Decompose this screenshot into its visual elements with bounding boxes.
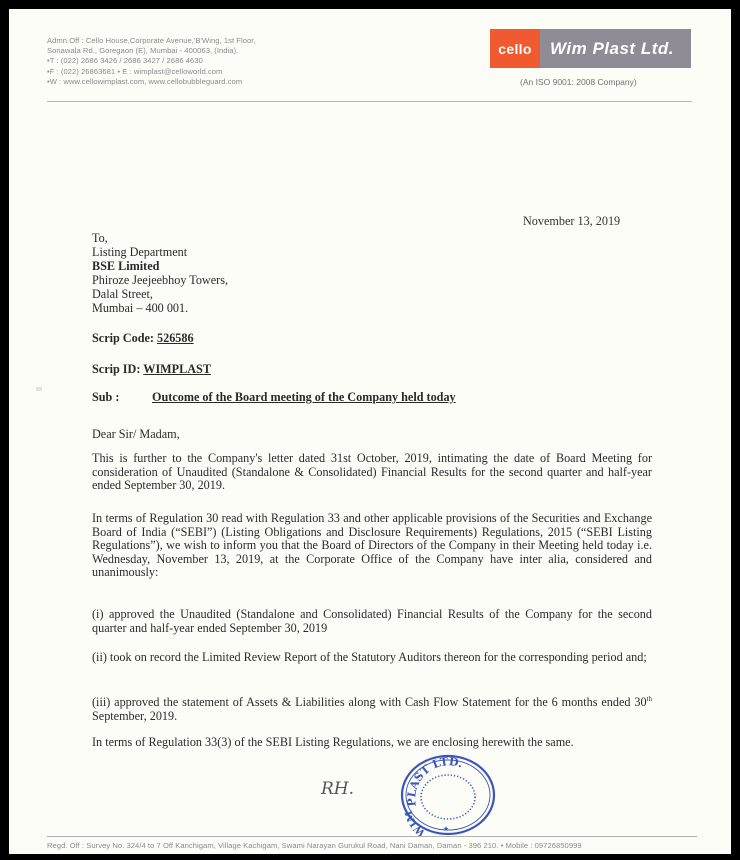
scrip-id-label: Scrip ID:	[92, 362, 144, 376]
letter-date: November 13, 2019	[523, 214, 621, 228]
registered-office-footer: Regd. Off : Survey No. 324/4 to 7 Off Kanchigam, Village Kachigam, Swami Narayan Gurukul Road, Nani Daman, Daman - 396 210. • Mobile : 09726850999	[47, 841, 582, 850]
stamp-left-text: WIM	[403, 809, 428, 836]
resolution-item-1: (i) approved the Unaudited (Standalone and Consolidated) Financial Results of the Company for the second quarter and half-year ended September 30, 2019	[92, 607, 652, 635]
letter-page	[9, 9, 731, 854]
address-line: Mumbai – 400 001.	[92, 301, 189, 315]
paragraph-intro: This is further to the Company's letter dated 31st October, 2019, intimating the date of Board Meeting for consideration of Unaudited (Standalone & Consolidated) Financial Results for the second quarter and half-year ended September 30, 2019.	[92, 451, 652, 493]
company-name: Wim Plast Ltd.	[540, 29, 691, 68]
item-3-text-end: September, 2019.	[92, 708, 178, 723]
fax-email-line: •F : (022) 26863681 • E : wimplast@celloworld.com	[47, 66, 223, 76]
stamp-top-text: PLAST LTD.	[405, 755, 465, 807]
svg-text:★: ★	[442, 825, 450, 833]
header-divider	[47, 101, 692, 102]
company-stamp-icon	[396, 754, 496, 836]
address-line: Phiroze Jeejeebhoy Towers,	[92, 273, 228, 287]
scan-artifact	[36, 387, 42, 391]
admin-line: Sonawala Rd., Goregaon (E), Mumbai - 400063, (India).	[47, 46, 239, 56]
subject-text: Outcome of the Board meeting of the Company held today	[152, 390, 456, 404]
recipient-address	[92, 231, 652, 315]
salutation: Dear Sir/ Madam,	[92, 427, 180, 441]
item-3-text: (iii) approved the statement of Assets & Liabilities along with Cash Flow Statement for the 6 months ended 30	[92, 695, 647, 710]
scrip-code	[92, 332, 652, 346]
scrip-id	[92, 363, 652, 377]
address-org: BSE Limited	[92, 259, 160, 273]
subject-line	[92, 391, 652, 405]
svg-text:PLAST LTD.	[405, 755, 464, 807]
address-dept: Listing Department	[92, 245, 188, 259]
scrip-id-value: WIMPLAST	[143, 362, 211, 376]
paragraph-enclosure: In terms of Regulation 33(3) of the SEBI Listing Regulations, we are enclosing herewith the same.	[92, 735, 574, 749]
paragraph-regulation: In terms of Regulation 30 read with Regulation 33 and other applicable provisions of the Securities and Exchange Board of India (“SEBI”) (Listing Obligations and Disclosure Requirements) Regulations, 2015 (“SEBI Listing Regulations”), we wish to inform you that the Board of Directors of the Company in their Meeting held today i.e. Wednesday, November 13, 2019, at the Corporate Office of the Company have inter alia, considered and unanimously:	[92, 511, 652, 580]
address-to: To,	[92, 231, 108, 245]
resolution-item-3	[92, 693, 652, 723]
iso-certification: (An ISO 9001: 2008 Company)	[520, 77, 637, 87]
scrip-code-value: 526586	[157, 331, 194, 345]
cello-brand-mark: cello	[490, 29, 540, 68]
ordinal-suffix: th	[646, 695, 652, 703]
admin-office-address	[47, 36, 256, 87]
footer-divider	[47, 836, 697, 837]
phone-line: •T : (022) 2686 3426 / 2686 3427 / 2686 4630	[47, 56, 203, 66]
resolution-item-2: (ii) took on record the Limited Review Report of the Statutory Auditors thereon for the corresponding period and;	[92, 650, 647, 664]
svg-text:WIM	[404, 809, 429, 836]
admin-line: Admn.Off : Cello House,Corporate Avenue,'B'Wing, 1st Floor,	[47, 36, 256, 45]
signature: RH.	[321, 779, 355, 799]
website-line: •W : www.cellowimplast.com, www.cellobubbleguard.com	[47, 76, 243, 86]
scrip-code-label: Scrip Code:	[92, 331, 157, 345]
company-logo	[490, 29, 691, 68]
address-line: Dalal Street,	[92, 287, 153, 301]
subject-label: Sub :	[92, 390, 120, 404]
